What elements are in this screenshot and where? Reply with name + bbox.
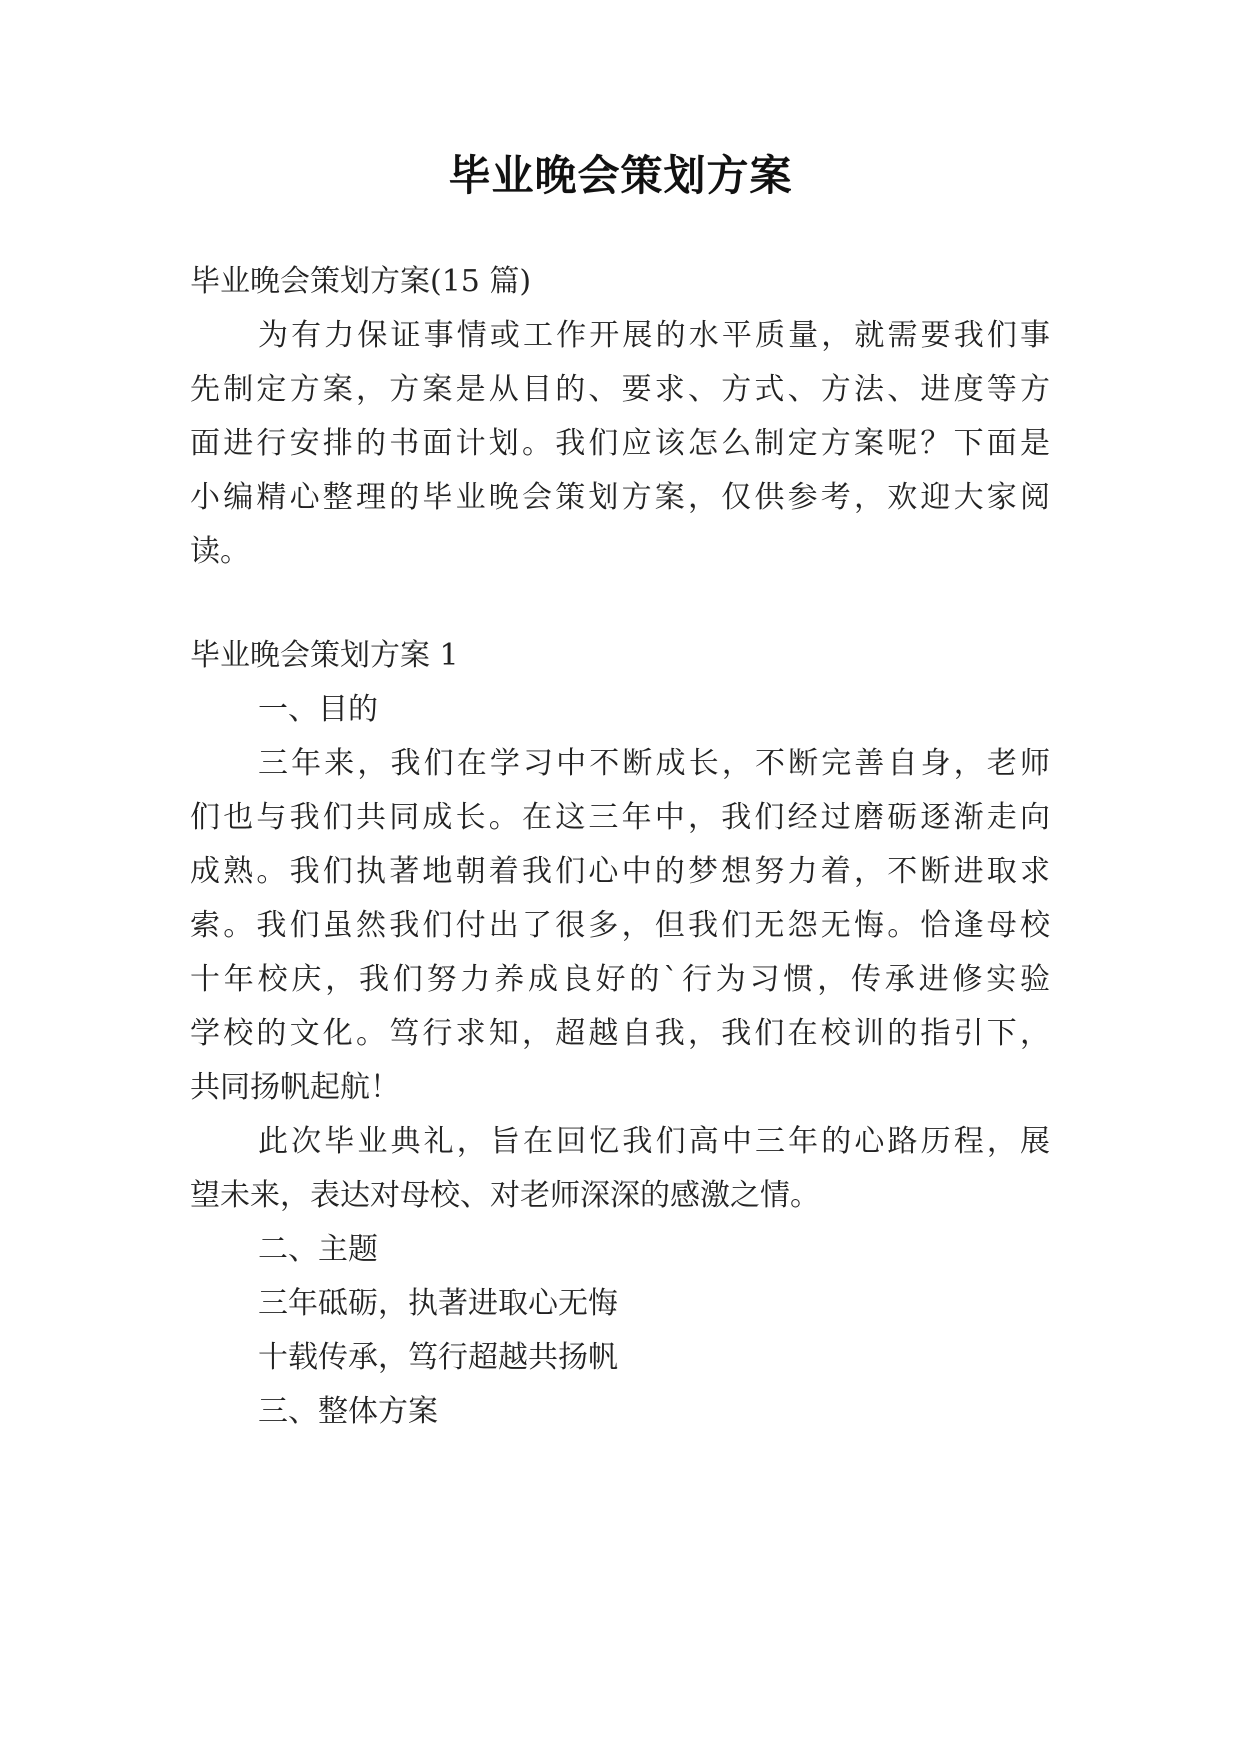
intro-line: 面进行安排的书面计划。我们应该怎么制定方案呢？下面是 bbox=[190, 426, 1050, 461]
paragraph-line: 们也与我们共同成长。在这三年中，我们经过磨砺逐渐走向 bbox=[190, 800, 1050, 835]
paragraph-line: 成熟。我们执著地朝着我们心中的梦想努力着，不断进取求 bbox=[190, 854, 1050, 889]
paragraph-line: 十年校庆，我们努力养成良好的`行为习惯，传承进修实验 bbox=[190, 962, 1050, 997]
theme-line: 十载传承，笃行超越共扬帆 bbox=[258, 1340, 618, 1375]
paragraph-line: 学校的文化。笃行求知，超越自我，我们在校训的指引下， bbox=[190, 1016, 1050, 1051]
paragraph-line: 共同扬帆起航！ bbox=[190, 1070, 400, 1105]
intro-line: 小编精心整理的毕业晚会策划方案，仅供参考，欢迎大家阅 bbox=[190, 480, 1050, 515]
paragraph-line: 望未来，表达对母校、对老师深深的感激之情。 bbox=[190, 1178, 820, 1213]
intro-line: 为有力保证事情或工作开展的水平质量，就需要我们事 bbox=[258, 318, 1050, 353]
part-heading: 一、目的 bbox=[258, 692, 378, 727]
intro-line: 读。 bbox=[190, 534, 250, 569]
theme-line: 三年砥砺，执著进取心无悔 bbox=[258, 1286, 618, 1321]
paragraph-line: 三年来，我们在学习中不断成长，不断完善自身，老师 bbox=[258, 746, 1050, 781]
paragraph-line: 此次毕业典礼，旨在回忆我们高中三年的心路历程，展 bbox=[258, 1124, 1050, 1159]
document-title: 毕业晚会策划方案 bbox=[448, 151, 793, 200]
intro-line: 先制定方案，方案是从目的、要求、方式、方法、进度等方 bbox=[190, 372, 1050, 407]
part-heading: 二、主题 bbox=[258, 1232, 378, 1267]
document-subtitle: 毕业晚会策划方案(15 篇) bbox=[190, 264, 532, 299]
section-heading: 毕业晚会策划方案 1 bbox=[190, 638, 459, 673]
paragraph-line: 索。我们虽然我们付出了很多，但我们无怨无悔。恰逢母校 bbox=[190, 908, 1050, 943]
part-heading: 三、整体方案 bbox=[258, 1394, 438, 1429]
